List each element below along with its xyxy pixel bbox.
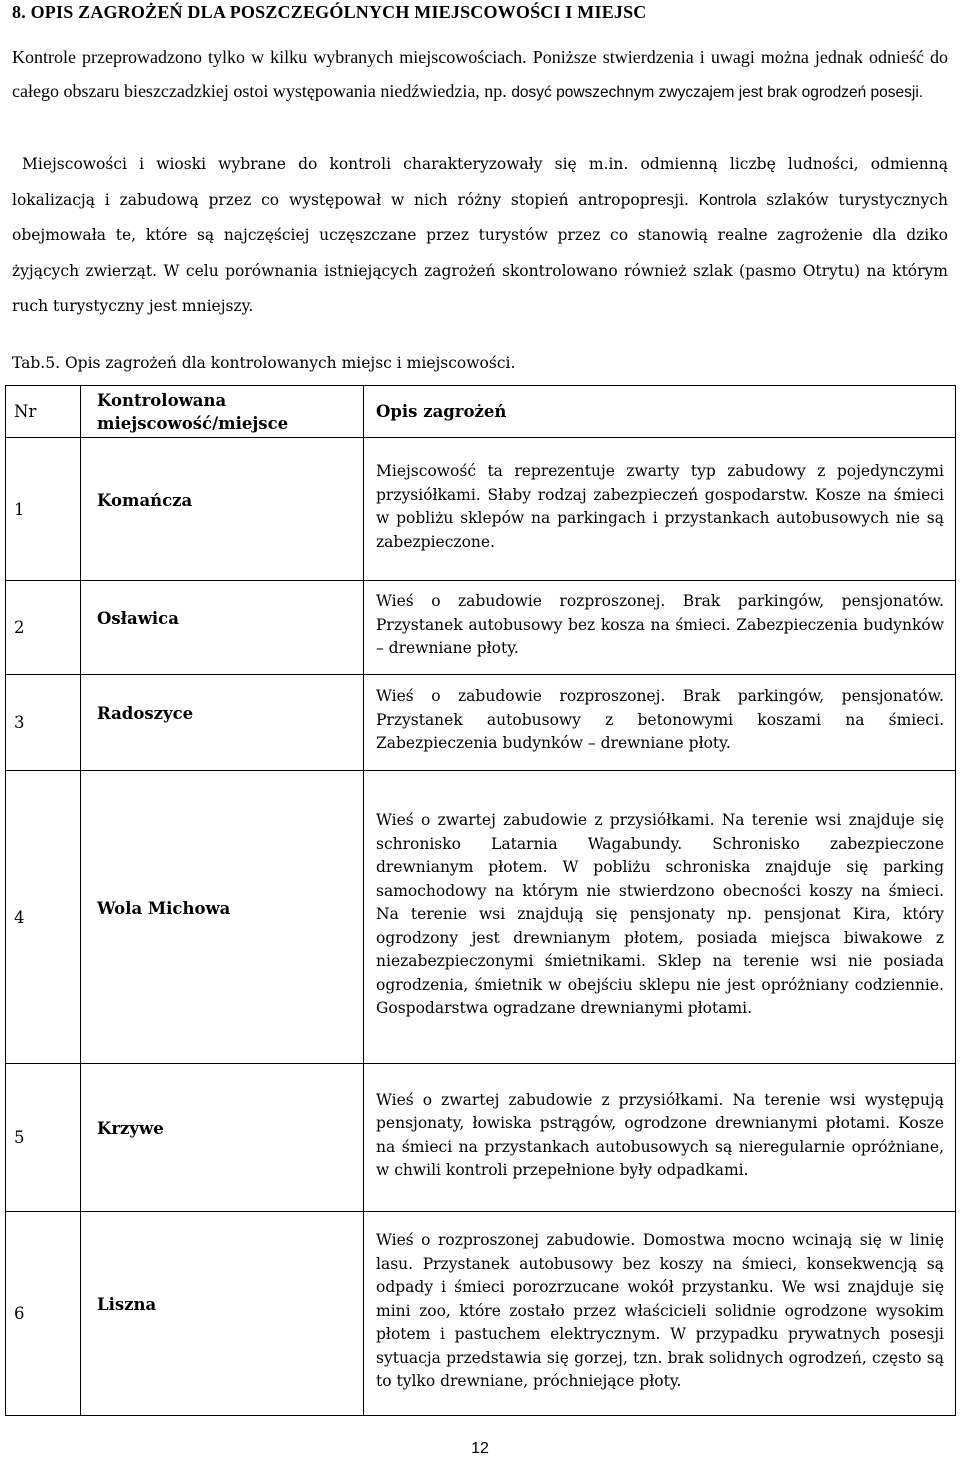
row-nr: 4 [6, 771, 81, 1064]
row-place: Krzywe [81, 1064, 364, 1212]
threats-table [5, 385, 956, 1416]
intro-text-2-sans: Kontrola [698, 191, 757, 209]
row-place: Liszna [81, 1212, 364, 1416]
intro-text-1: Kontrole przeprowadzono tylko w kilku wybranych miejscowościach. Poniższe stwierdzenia i uwagi można jednak odnieść do całego obszaru bieszczadzkiej ostoi występowania niedźwiedzia, np. [12, 47, 948, 101]
intro-text-1-sans: dosyć powszechnym zwyczajem jest brak ogrodzeń posesji. [511, 84, 924, 101]
intro-paragraph-2 [12, 147, 948, 325]
table-row [6, 1212, 956, 1416]
table-caption: Tab.5. Opis zagrożeń dla kontrolowanych miejsc i miejscowości. [12, 354, 516, 372]
table-row [6, 1064, 956, 1212]
row-nr: 3 [6, 675, 81, 771]
header-nr: Nr [6, 386, 81, 438]
row-desc: Wieś o zabudowie rozproszonej. Brak parkingów, pensjonatów. Przystanek autobusowy bez kosza na śmieci. Zabezpieczenia budynków – drewniane płoty. [364, 581, 956, 675]
row-nr: 1 [6, 438, 81, 581]
row-nr: 6 [6, 1212, 81, 1416]
row-place: Radoszyce [81, 675, 364, 771]
row-desc: Wieś o zwartej zabudowie z przysiółkami. Na terenie wsi występują pensjonaty, łowiska pstrągów, ogrodzone drewnianymi płotami. Kosze na śmieci na przystankach autobusowych są nieregularnie opróżniane, w chwili kontroli przepełnione były odpadkami. [364, 1064, 956, 1212]
row-place: Komańcza [81, 438, 364, 581]
intro-paragraph-1 [12, 40, 948, 110]
intro-text-2: Miejscowości i wioski wybrane do kontroli charakteryzowały się m.in. odmienną liczbę ludności, odmienną lokalizacją i zabudową przez co występował w nich różny stopień antropopresji. [12, 155, 948, 209]
header-place: Kontrolowana miejscowość/miejsce [81, 386, 364, 438]
page-number: 12 [471, 1440, 489, 1457]
row-desc: Wieś o zwartej zabudowie z przysiółkami. Na terenie wsi znajduje się schronisko Latarnia Wagabundy. Schronisko zabezpieczone drewnianym płotem. W pobliżu schroniska znajduje się parking samochodowy na którym nie stwierdzono obecności koszy na śmieci. Na terenie wsi znajdują się pensjonaty np. pensjonat Kira, który ogrodzony jest drewnianym płotem, posiada miejsca biwakowe z niezabezpieczonymi śmietnikami. Sklep na terenie wsi nie posiada ogrodzenia, śmietnik w obejściu sklepu nie jest opróżniany codziennie. Gospodarstwa ogradzane drewnianymi płotami. [364, 771, 956, 1064]
section-heading: 8. OPIS ZAGROŻEŃ DLA POSZCZEGÓLNYCH MIEJSCOWOŚCI I MIEJSC [12, 2, 647, 22]
row-desc: Miejscowość ta reprezentuje zwarty typ zabudowy z pojedynczymi przysiółkami. Słaby rodzaj zabezpieczeń gospodarstw. Kosze na śmieci w pobliżu sklepów na parkingach i przystankach autobusowych nie są zabezpieczone. [364, 438, 956, 581]
row-desc: Wieś o rozproszonej zabudowie. Domostwa mocno wcinają się w linię lasu. Przystanek autobusowy bez koszy na śmieci, konsekwencją są odpady i śmieci porozrzucane wokół przystanku. We wsi znajduje się mini zoo, które zostało przez właścicieli solidnie ogrodzone wysokim płotem i pastuchem elektrycznym. W przypadku prywatnych posesji sytuacja przedstawia się gorzej, tzn. brak solidnych ogrodzeń, często są to tylko drewniane, próchniejące płoty. [364, 1212, 956, 1416]
header-desc: Opis zagrożeń [364, 386, 956, 438]
table-row [6, 581, 956, 675]
row-desc: Wieś o zabudowie rozproszonej. Brak parkingów, pensjonatów. Przystanek autobusowy z betonowymi koszami na śmieci. Zabezpieczenia budynków – drewniane płoty. [364, 675, 956, 771]
intro-text-3: szlaków turystycznych obejmowała te, które są najczęściej uczęszczane przez turystów przez co stanowią realne zagrożenie dla dziko żyjących zwierząt. W celu porównania istniejących zagrożeń skontrolowano również szlak (pasmo Otrytu) na którym ruch turystyczny jest mniejszy. [12, 190, 948, 315]
table-row [6, 675, 956, 771]
row-nr: 2 [6, 581, 81, 675]
row-place: Wola Michowa [81, 771, 364, 1064]
table-row [6, 771, 956, 1064]
table-row [6, 438, 956, 581]
row-place: Osławica [81, 581, 364, 675]
row-nr: 5 [6, 1064, 81, 1212]
table-header-row [6, 386, 956, 438]
